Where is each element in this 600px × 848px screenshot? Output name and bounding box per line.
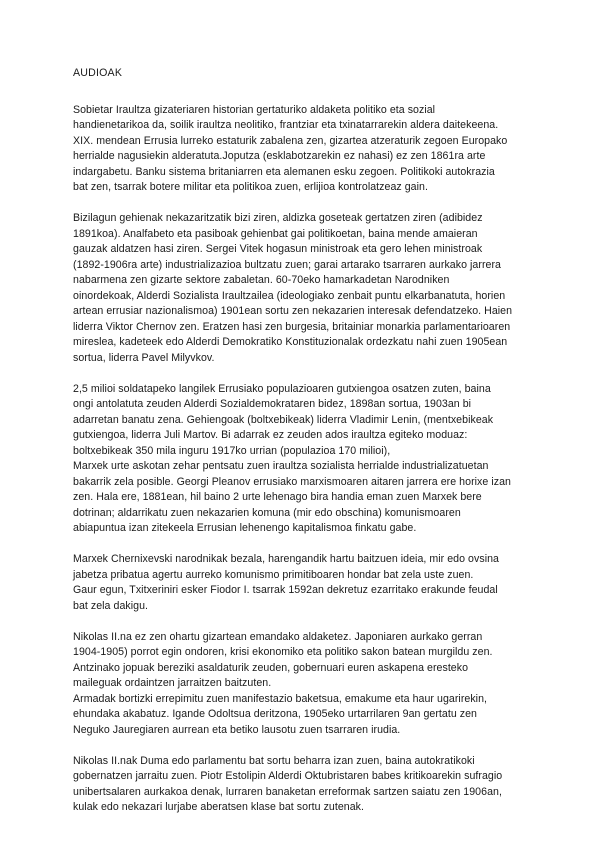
text-line: nabarmena zen gizarte sektore zabaletan. 60-70eko hamarkadetan Narodniken — [73, 274, 450, 286]
paragraph — [73, 692, 540, 739]
text-line: indargabetu. Banku sistema britaniarren eta alemanen esku zegoen. Politikoki autokrazia — [73, 165, 495, 178]
paragraph — [73, 630, 540, 692]
text-line: herrialde nagusiekin alderatuta.Joputza (esklabotzarekin ez nahasi) ez zen 1861ra arte — [73, 150, 486, 162]
text-line: XIX. mendean Errusia lurreko estaturik zabalena zen, gizartea atzeraturik zegoen Europako — [73, 134, 508, 147]
text-line: handienetarikoa da, soilik iraultza neolitiko, frantziar eta txinatarrarekin aldera daitekeena. — [73, 119, 499, 131]
text-line: Sobietar Iraultza gizateriaren historian gertaturiko aldaketa politiko eta sozial — [73, 103, 436, 116]
text-line: adarretan banatu zena. Gehiengoak (boltxebikeak) liderra Vladimir Lenin, (mentxebikeak — [73, 413, 494, 426]
text-line: Antzinako jopuak bereziki asaldaturik zeuden, gobernuari euren askapena eresteko — [73, 661, 469, 674]
text-line: gobernatzen jarraitu zuen. Piotr Estolipin Alderdi Oktubristaren babes kritikoarekin sufragio — [73, 770, 503, 782]
document-title: AUDIOAK — [73, 67, 123, 79]
text-line: bat zen, tsarrak botere militar eta politikoa zuen, erlijioa kontrolatzeaz gain. — [73, 181, 428, 193]
paragraph — [73, 211, 540, 366]
text-line: Nikolas II.nak Duma edo parlamentu bat sortu beharra izan zuen, baina autokratikoki — [73, 754, 475, 767]
text-line: Marxek Chernixevski narodnikak bezala, harengandik hartu baitzuen ideia, mir edo ovsina — [73, 553, 499, 565]
text-line: unibertsalaren aurkakoa denak, lurraren banaketan erreformak sartzen saiatu zen 1906an, — [73, 785, 502, 798]
text-line: Nikolas II.na ez zen ohartu gizartean emandako aldaketez. Japoniaren aurkako gerran — [73, 630, 483, 643]
text-line: bat zela dakigu. — [73, 599, 149, 612]
text-line: abiapuntua izan zitekeela Errusian lehenengo kapitalismoa finkatu gabe. — [73, 522, 417, 534]
text-line: boltxebikeak 350 mila inguru 1917ko urrian (populazioa 170 milioi), — [73, 444, 391, 457]
text-line: Marxek urte askotan zehar pentsatu zuen iraultza sozialista herrialde industrializatuetan — [73, 460, 489, 472]
paragraph — [73, 459, 540, 537]
text-line: ongi antolatuta zeuden Alderdi Sozialdemokrataren bidez, 1898an sortua, 1903an bi — [73, 398, 472, 410]
text-line: liderra Viktor Chernov zen. Eratzen hasi zen burgesia, britainiar monarkia parlamentarioaren — [73, 320, 511, 333]
text-line: sortua, liderra Pavel Milyvkov. — [73, 351, 215, 364]
text-line: artean errusiar nazionalismoa) 1901ean sortu zen nekazarien interesak defendatzeko. Haien — [73, 305, 513, 317]
text-line: gutxiengoa, liderra Juli Martov. Bi adarrak ez zeuden ados iraultza egiteko moduaz: — [73, 429, 468, 441]
paragraph — [73, 103, 540, 196]
text-line: kulak edo nekazari lurjabe aberatsen klase bat sortu zutenak. — [73, 801, 365, 813]
text-line: Neguko Jauregiaren aurrean eta betiko lausotu zuen tsarraren irudia. — [73, 723, 401, 736]
text-line: 1904-1905) porrot egin ondoren, krisi ekonomiko eta politiko sakon batean murgildu zen. — [73, 646, 493, 658]
text-line: 2,5 milioi soldatapeko langilek Errusiako populazioaren gutxiengoa osatzen zuten, baina — [73, 382, 491, 395]
text-line: bakarrik zela posible. Georgi Pleanov errusiako marxismoaren aitaren jarrera ere horixe izan — [73, 475, 511, 488]
text-line: ehundaka akabatuz. Igande Odoltsua deritzona, 1905eko urtarrilaren 9an gertatu zen — [73, 708, 477, 720]
text-line: dotrinan; aldarrikatu zuen nekazarien komuna (mir edo obschina) komunismoaren — [73, 506, 461, 519]
text-line: 1891koa). Analfabeto eta pasiboak gehienbat gai politikoetan, baina mende amaieran — [73, 227, 478, 240]
document-body — [73, 103, 540, 816]
text-line: Armadak bortizki errepimitu zuen manifestazio baketsua, emakume eta haur ugarirekin, — [73, 692, 488, 705]
text-line: (1892-1906ra arte) industrializazioa bultzatu zuen; garai artarako tsarraren aurkako jarrera — [73, 258, 501, 271]
text-line: oinordekoak, Alderdi Sozialista Iraultzailea (ideologiako zenbait puntu elkarbanatuta, horien — [73, 289, 506, 302]
text-line: Bizilagun gehienak nekazaritzatik bizi ziren, aldizka goseteak gertatzen ziren (adibidez — [73, 212, 483, 224]
text-line: mireslea, kadeteek edo Alderdi Demokratiko Konstituzionalak ordezkatu nahi zuen 1905ean — [73, 336, 508, 348]
paragraph — [73, 552, 540, 614]
text-line: gauzak aldatzen hasi ziren. Sergei Vitek hogasun ministroak eta gero lehen ministroak — [73, 243, 483, 255]
paragraph — [73, 754, 540, 816]
text-line: jabetza pribatua agertu aurreko komunismo primitiboaren hondar bat zela uste zuen. — [73, 568, 474, 581]
paragraph — [73, 382, 540, 460]
text-line: maileguak ordaintzen jarraitzen baitzuten. — [73, 677, 272, 689]
text-line: Gaur egun, Txitxeriniri esker Fiodor I. tsarrak 1592an dekretuz ezarritako erakunde feudal — [73, 584, 498, 596]
text-line: zen. Hala ere, 1881ean, hil baino 2 urte lehenago bira handia eman zuen Marxek bere — [73, 491, 482, 503]
